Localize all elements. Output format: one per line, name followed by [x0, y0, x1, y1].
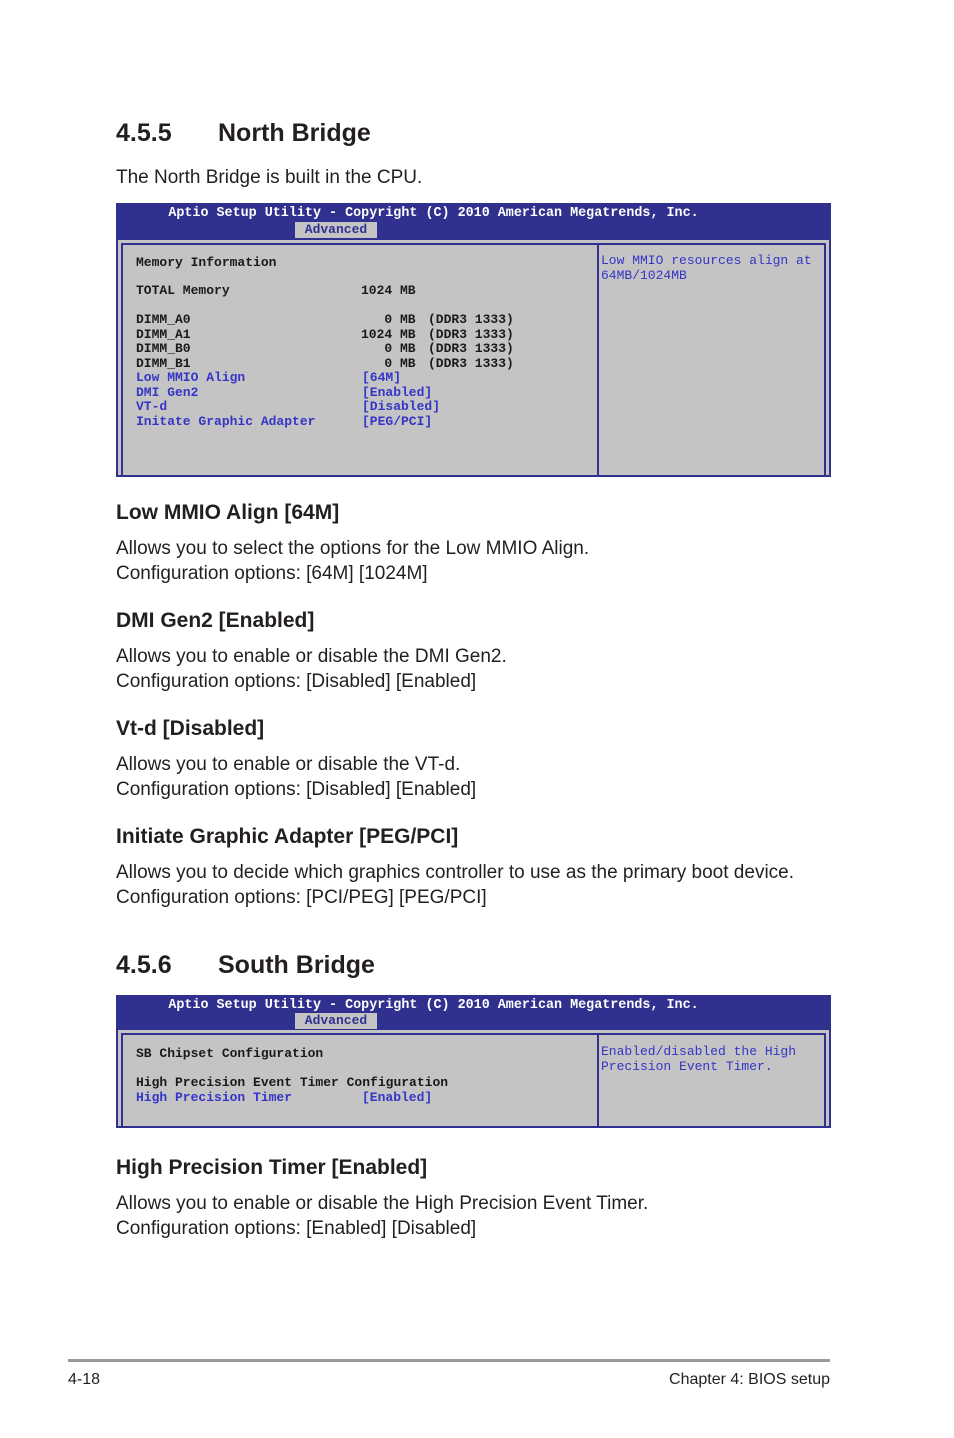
bios-option-vt-d[interactable]: VT-d: [136, 399, 168, 414]
dimm-type: (DDR3 1333): [428, 355, 514, 371]
section-number: 4.5.5: [116, 119, 172, 147]
item-description: Allows you to select the options for the Low MMIO Align.: [116, 538, 590, 559]
item-heading: Vt-d [Disabled]: [116, 717, 265, 740]
bios-tab-advanced[interactable]: Advanced: [295, 222, 377, 238]
bios-option-low-mmio-align[interactable]: Low MMIO Align: [136, 370, 246, 385]
bios-header-bar: [116, 203, 831, 240]
item-heading: High Precision Timer [Enabled]: [116, 1156, 428, 1179]
section-heading-north-bridge: [116, 119, 516, 151]
north-bridge-intro: The North Bridge is built in the CPU.: [116, 167, 423, 188]
item-config-options: Configuration options: [PCI/PEG] [PEG/PCI]: [116, 887, 487, 908]
dimm-name: DIMM_B1: [136, 355, 191, 371]
bios-header-text: Aptio Setup Utility - Copyright (C) 2010 American Megatrends, Inc.: [168, 206, 699, 221]
item-heading: Initiate Graphic Adapter [PEG/PCI]: [116, 825, 459, 848]
item-config-options: Configuration options: [Enabled] [Disabled]: [116, 1218, 477, 1239]
dimm-name: DIMM_A1: [136, 326, 191, 342]
item-description: Allows you to decide which graphics controller to use as the primary boot device.: [116, 862, 795, 883]
bios-help-text: Low MMIO resources align at: [601, 253, 812, 268]
section-heading-south-bridge: [116, 951, 516, 983]
bios-help-text: Precision Event Timer.: [601, 1058, 773, 1074]
dimm-name: DIMM_A0: [136, 312, 191, 327]
bios-option-initate-graphic-adapter[interactable]: Initate Graphic Adapter: [136, 413, 316, 429]
dimm-type: (DDR3 1333): [428, 341, 514, 356]
item-description: Allows you to enable or disable the VT-d.: [116, 754, 461, 775]
dimm-type: (DDR3 1333): [428, 326, 514, 342]
footer-rule: [68, 1359, 830, 1362]
item-config-options: Configuration options: [64M] [1024M]: [116, 563, 428, 584]
sb-chipset-config-label: SB Chipset Configuration: [136, 1046, 324, 1061]
item-description: Allows you to enable or disable the High Precision Event Timer.: [116, 1193, 649, 1214]
item-config-options: Configuration options: [Disabled] [Enabled]: [116, 779, 477, 800]
bios-panel-divider: [597, 243, 599, 475]
bios-option-value[interactable]: [Enabled]: [362, 384, 433, 400]
bios-tab-advanced[interactable]: Advanced: [295, 1013, 377, 1029]
dimm-type: (DDR3 1333): [428, 312, 514, 327]
bios-option-value[interactable]: [64M]: [362, 370, 402, 385]
memory-info-label: Memory Information: [136, 255, 277, 270]
bios-option-value[interactable]: [Enabled]: [362, 1089, 433, 1105]
bios-header-bar: [116, 995, 831, 1030]
item-heading: DMI Gen2 [Enabled]: [116, 609, 315, 632]
dimm-size: 0 MB: [361, 312, 416, 327]
bios-header-text: Aptio Setup Utility - Copyright (C) 2010 American Megatrends, Inc.: [168, 998, 699, 1013]
bios-option-dmi-gen2[interactable]: DMI Gen2: [136, 384, 199, 400]
chapter-label: Chapter 4: BIOS setup: [669, 1371, 830, 1388]
dimm-size: 0 MB: [361, 355, 416, 371]
total-memory-label: TOTAL Memory: [136, 283, 230, 298]
bios-help-text: Enabled/disabled the High: [601, 1044, 797, 1059]
item-heading: Low MMIO Align [64M]: [116, 501, 340, 524]
section-title: South Bridge: [218, 951, 375, 979]
bios-option-value[interactable]: [Disabled]: [362, 399, 441, 414]
dimm-size: 1024 MB: [361, 326, 416, 342]
hpet-config-label: High Precision Event Timer Configuration: [136, 1075, 449, 1090]
dimm-size: 0 MB: [361, 341, 416, 356]
bios-help-text: 64MB/1024MB: [601, 267, 687, 283]
item-description: Allows you to enable or disable the DMI Gen2.: [116, 646, 507, 667]
bios-option-value[interactable]: [PEG/PCI]: [362, 413, 433, 429]
item-config-options: Configuration options: [Disabled] [Enabled]: [116, 671, 477, 692]
bios-option-high-precision-timer[interactable]: High Precision Timer: [136, 1089, 293, 1105]
page-number: 4-18: [68, 1371, 101, 1388]
section-title: North Bridge: [218, 119, 371, 147]
bios-panel-divider: [597, 1033, 599, 1126]
section-number: 4.5.6: [116, 951, 172, 979]
dimm-name: DIMM_B0: [136, 341, 191, 356]
total-memory-value: 1024 MB: [361, 283, 416, 298]
